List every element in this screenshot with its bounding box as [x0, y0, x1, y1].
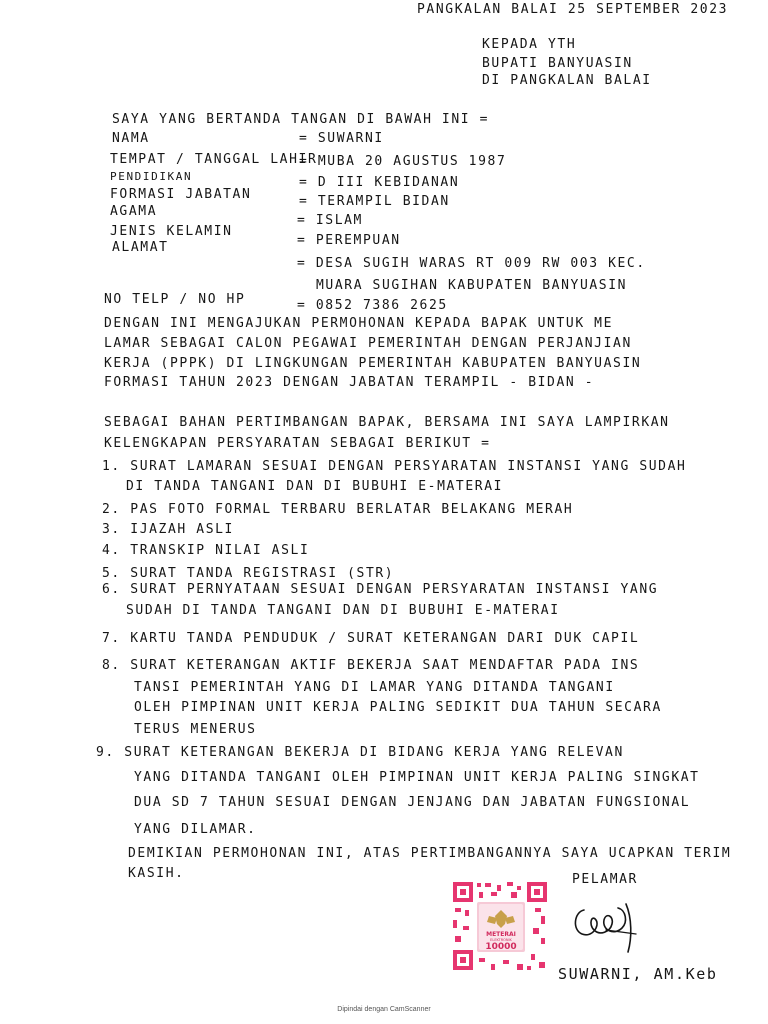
attachment-9-line-2: YANG DITANDA TANGANI OLEH PIMPINAN UNIT KERJA PALING SINGKAT: [134, 770, 700, 785]
field-label-address: ALAMAT: [112, 240, 169, 255]
closing-line-1: DEMIKIAN PERMOHONAN INI, ATAS PERTIMBANGANNYA SAYA UCAPKAN TERIM: [128, 846, 732, 861]
field-label-formation: FORMASI JABATAN: [110, 187, 252, 202]
field-value-address-2: MUARA SUGIHAN KABUPATEN BANYUASIN: [316, 278, 628, 293]
field-label-birth: TEMPAT / TANGGAL LAHIR: [110, 152, 318, 167]
svg-text:10000: 10000: [485, 942, 517, 952]
field-value-formation: = TERAMPIL BIDAN: [299, 194, 450, 209]
attachment-3: 3. IJAZAH ASLI: [102, 522, 234, 537]
signature-role: PELAMAR: [572, 872, 638, 887]
attachment-8-line-4: TERUS MENERUS: [134, 722, 257, 737]
field-label-religion: AGAMA: [110, 204, 158, 219]
attachment-9-line-3: DUA SD 7 TAHUN SESUAI DENGAN JENJANG DAN JABATAN FUNGSIONAL: [134, 795, 691, 810]
recipient-line-3: DI PANGKALAN BALAI: [482, 73, 652, 88]
field-label-phone: NO TELP / NO HP: [104, 292, 246, 307]
attachment-9-line-1: 9. SURAT KETERANGAN BEKERJA DI BIDANG KERJA YANG RELEVAN: [96, 745, 624, 760]
signer-name: SUWARNI, AM.Keb: [558, 965, 718, 983]
place-date: PANGKALAN BALAI 25 SEPTEMBER 2023: [417, 2, 729, 17]
attachments-intro-1: SEBAGAI BAHAN PERTIMBANGAN BAPAK, BERSAMA INI SAYA LAMPIRKAN: [104, 415, 670, 430]
recipient-line-2: BUPATI BANYUASIN: [482, 56, 633, 71]
attachment-6-line-2: SUDAH DI TANDA TANGANI DAN DI BUBUHI E-MATERAI: [126, 603, 560, 618]
handwritten-signature: [566, 890, 666, 958]
attachment-7: 7. KARTU TANDA PENDUDUK / SURAT KETERANGAN DARI DUK CAPIL: [102, 631, 640, 646]
body-line-4: FORMASI TAHUN 2023 DENGAN JABATAN TERAMPIL - BIDAN -: [104, 375, 595, 390]
field-value-gender: = PEREMPUAN: [297, 233, 401, 248]
closing-line-2: KASIH.: [128, 866, 185, 881]
attachment-4: 4. TRANSKIP NILAI ASLI: [102, 543, 310, 558]
scanner-footer: Dipindai dengan CamScanner: [337, 1006, 431, 1013]
field-value-birth: = MUBA 20 AGUSTUS 1987: [299, 154, 507, 169]
field-value-address: = DESA SUGIH WARAS RT 009 RW 003 KEC.: [297, 256, 646, 271]
attachment-1-line-1: 1. SURAT LAMARAN SESUAI DENGAN PERSYARATAN INSTANSI YANG SUDAH: [102, 459, 687, 474]
body-line-1: DENGAN INI MENGAJUKAN PERMOHONAN KEPADA BAPAK UNTUK ME: [104, 316, 614, 331]
field-value-name: = SUWARNI: [299, 131, 384, 146]
body-line-3: KERJA (PPPK) DI LINGKUNGAN PEMERINTAH KABUPATEN BANYUASIN: [104, 356, 642, 371]
svg-text:ELEKTRONIK: ELEKTRONIK: [490, 938, 512, 942]
qr-code-icon: [451, 880, 549, 972]
attachments-intro-2: KELENGKAPAN PERSYARATAN SEBAGAI BERIKUT =: [104, 436, 491, 451]
attachment-9-line-4: YANG DILAMAR.: [134, 822, 257, 837]
intro-line: SAYA YANG BERTANDA TANGAN DI BAWAH INI =: [112, 112, 490, 127]
field-label-gender: JENIS KELAMIN: [110, 224, 233, 239]
field-value-education: = D III KEBIDANAN: [299, 175, 460, 190]
body-line-2: LAMAR SEBAGAI CALON PEGAWAI PEMERINTAH DENGAN PERJANJIAN: [104, 336, 632, 351]
attachment-2: 2. PAS FOTO FORMAL TERBARU BERLATAR BELAKANG MERAH: [102, 502, 574, 517]
recipient-line-1: KEPADA YTH: [482, 37, 577, 52]
attachment-8-line-2: TANSI PEMERINTAH YANG DI LAMAR YANG DITANDA TANGANI: [134, 680, 615, 695]
attachment-8-line-3: OLEH PIMPINAN UNIT KERJA PALING SEDIKIT DUA TAHUN SECARA: [134, 700, 662, 715]
svg-text:METERAI: METERAI: [486, 931, 516, 938]
field-label-name: NAMA: [112, 131, 150, 146]
field-value-phone: = 0852 7386 2625: [297, 298, 448, 313]
attachment-8-line-1: 8. SURAT KETERANGAN AKTIF BEKERJA SAAT MENDAFTAR PADA INS: [102, 658, 640, 673]
attachment-1-line-2: DI TANDA TANGANI DAN DI BUBUHI E-MATERAI: [126, 479, 504, 494]
e-meterai-stamp: [451, 880, 549, 972]
field-value-religion: = ISLAM: [297, 213, 363, 228]
attachment-5: 5. SURAT TANDA REGISTRASI (STR): [102, 566, 395, 581]
field-label-education: PENDIDIKAN: [110, 170, 193, 183]
attachment-6-line-1: 6. SURAT PERNYATAAN SESUAI DENGAN PERSYARATAN INSTANSI YANG: [102, 582, 659, 597]
